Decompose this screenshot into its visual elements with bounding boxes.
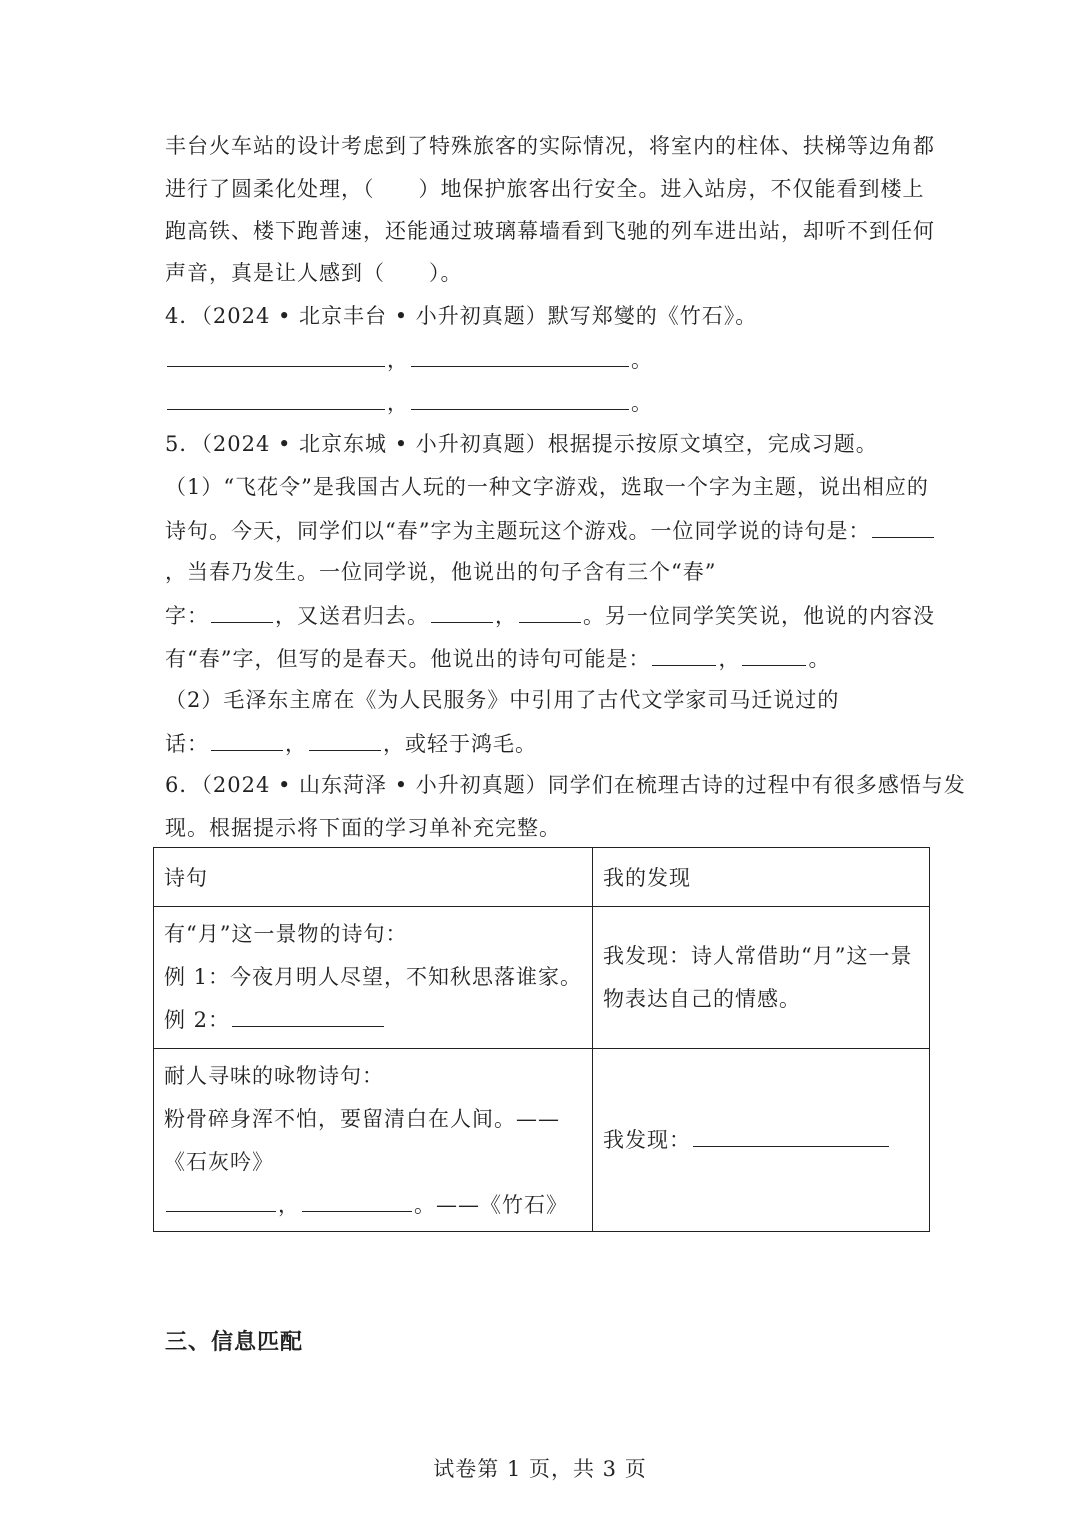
table-header-row [154, 848, 930, 907]
answer-blank[interactable] [693, 1124, 889, 1147]
answer-blank[interactable] [411, 344, 629, 367]
question-5-stem: 5．（2024 • 北京东城 • 小升初真题）根据提示按原文填空，完成习题。 [165, 432, 878, 456]
answer-blank[interactable] [167, 387, 385, 410]
q5-part1-line: 有“春”字，但写的是春天。他说出的诗句可能是： ， 。 [165, 643, 830, 674]
question-6-stem: 现。根据提示将下面的学习单补充完整。 [165, 816, 561, 840]
answer-blank[interactable] [411, 387, 629, 410]
table-cell: 我发现： [593, 1049, 930, 1232]
table-cell: 我发现：诗人常借助“月”这一景 物表达自己的情感。 [593, 907, 930, 1049]
answer-blank[interactable] [872, 515, 934, 538]
table-cell: 耐人寻味的咏物诗句： 粉骨碎身浑不怕，要留清白在人间。—— 《石灰吟》 ， 。——《竹石》 [154, 1049, 593, 1232]
answer-blank[interactable] [519, 600, 581, 623]
answer-blank[interactable] [167, 344, 385, 367]
table-header-cell: 诗句 [154, 848, 593, 907]
answer-blank[interactable] [652, 643, 716, 666]
q4-answer-row: ， 。 [165, 344, 653, 375]
q5-part2-line: （2）毛泽东主席在《为人民服务》中引用了古代文学家司马迁说过的 [165, 688, 840, 712]
q5-part2-line: 话： ， ，或轻于鸿毛。 [165, 728, 537, 759]
page-footer: 试卷第 1 页，共 3 页 [433, 1457, 647, 1481]
q5-part1-line: （1）“飞花令”是我国古人玩的一种文字游戏，选取一个字为主题，说出相应的 [165, 475, 929, 499]
passage-line: 丰台火车站的设计考虑到了特殊旅客的实际情况，将室内的柱体、扶梯等边角都 [165, 134, 935, 158]
answer-blank[interactable] [232, 1004, 384, 1027]
answer-blank[interactable] [302, 1189, 412, 1212]
q5-part1-line: 诗句。今天，同学们以“春”字为主题玩这个游戏。一位同学说的诗句是： [165, 515, 936, 546]
answer-blank[interactable] [211, 728, 283, 751]
table-row [154, 1049, 930, 1232]
q5-part1-line: ，当春乃发生。一位同学说，他说出的句子含有三个“春” [165, 560, 717, 584]
passage-line: 跑高铁、楼下跑普速，还能通过玻璃幕墙看到飞驰的列车进出站，却听不到任何 [165, 219, 935, 243]
answer-blank[interactable] [431, 600, 493, 623]
question-6-stem: 6．（2024 • 山东菏泽 • 小升初真题）同学们在梳理古诗的过程中有很多感悟与发 [165, 773, 966, 797]
table-header-cell: 我的发现 [593, 848, 930, 907]
study-sheet-table [153, 847, 930, 1232]
answer-blank[interactable] [742, 643, 806, 666]
q5-part1-line: 字： ，又送君归去。 ， 。另一位同学笑笑说，他说的内容没 [165, 600, 935, 631]
answer-blank[interactable] [166, 1189, 276, 1212]
question-4-stem: 4．（2024 • 北京丰台 • 小升初真题）默写郑燮的《竹石》。 [165, 304, 758, 328]
answer-blank[interactable] [309, 728, 381, 751]
q4-answer-row: ， 。 [165, 387, 653, 418]
answer-blank[interactable] [211, 600, 273, 623]
passage-line: 声音，真是让人感到（ ）。 [165, 261, 463, 285]
table-cell: 有“月”这一景物的诗句： 例 1：今夜月明人尽望，不知秋思落谁家。 例 2： [154, 907, 593, 1049]
passage-line: 进行了圆柔化处理，（ ）地保护旅客出行安全。进入站房，不仅能看到楼上 [165, 177, 925, 201]
table-row [154, 907, 930, 1049]
section-heading: 三、信息匹配 [165, 1329, 304, 1355]
